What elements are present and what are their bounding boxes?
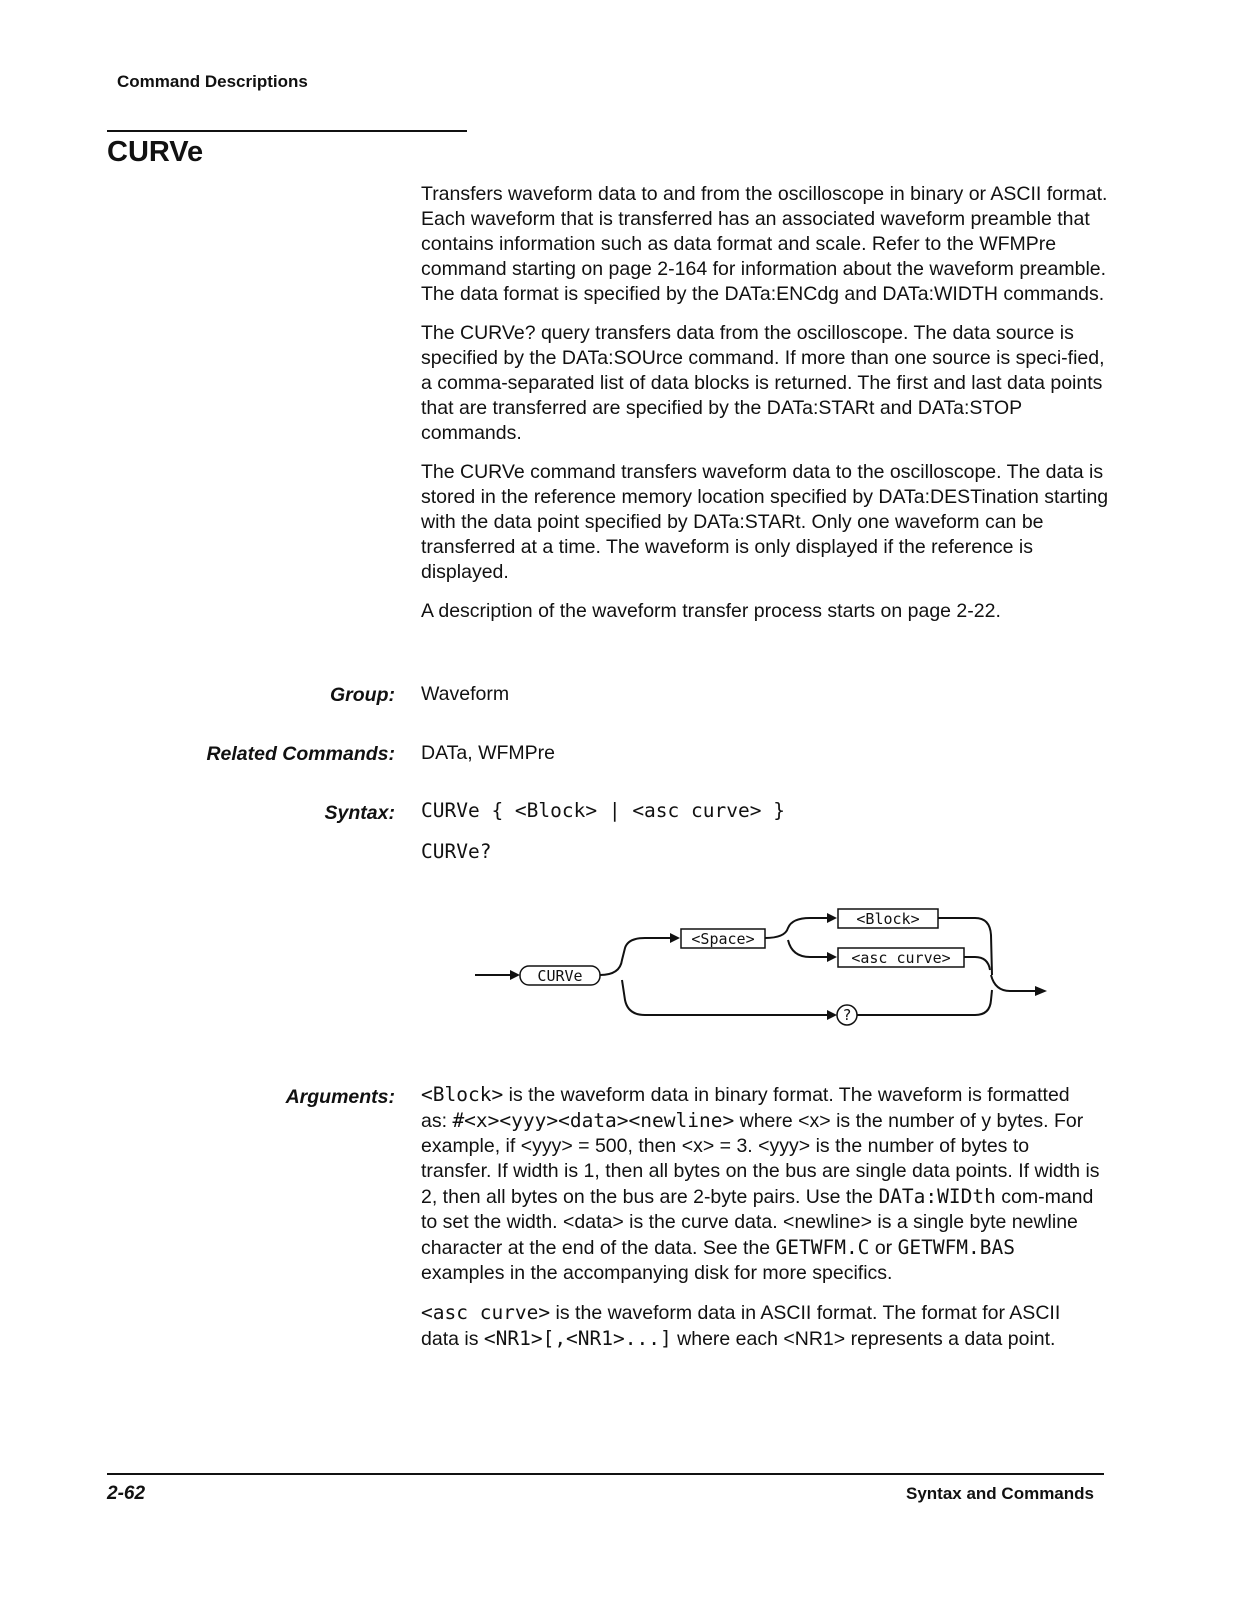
block-term: <Block>: [421, 1083, 504, 1106]
description-paragraph: The CURVe command transfers waveform data to the oscilloscope. The data is stored in the reference memory location specified by DATa:DESTination starting with the data point specified by DATa:STARt. Only one waveform can be transferred at a time. The waveform is only displayed if the reference is displayed.: [421, 461, 1109, 583]
width-command: DATa:WIDth: [878, 1185, 996, 1208]
query-node-label: ?: [842, 1006, 852, 1024]
exit-line: [991, 975, 1035, 991]
description-paragraph: A description of the waveform transfer process starts on page 2-22.: [421, 600, 1001, 622]
running-header: Command Descriptions: [117, 72, 308, 91]
syntax-diagram: [470, 900, 1060, 1040]
arrowhead-icon: [827, 913, 837, 923]
path-to-block: [765, 918, 828, 938]
syntax-line: CURVe { <Block> | <asc curve> }: [421, 799, 785, 822]
argument-block: <Block> is the waveform data in binary format. The waveform is formatted as: #<x><yyy><data><newline> where <x> is the number of y bytes. For example, if <yyy> = 500, then <x> = 3. <yyy> is the number of bytes to transfer. If width is 1, then all bytes on the bus are single data points. If width is 2, then all bytes on the bus are 2-byte pairs. Use the DATa:WIDth com-mand to set the width. <data> is the curve data. <newline> is a single byte newline character at the end of the data. See the GETWFM.C or GETWFM.BAS examples in the accompanying disk for more specifics.: [421, 1083, 1100, 1284]
related-commands-value: DATa, WFMPre: [421, 742, 555, 764]
group-label: Group:: [330, 684, 395, 706]
arguments-label: Arguments:: [285, 1086, 395, 1108]
asc-curve-node-label: <asc curve>: [851, 949, 951, 967]
asc-format: <NR1>[,<NR1>...]: [483, 1327, 672, 1350]
arguments: [421, 1082, 1101, 1366]
example-file: GETWFM.BAS: [897, 1236, 1016, 1259]
path-to-asc-curve: [788, 940, 828, 957]
syntax-label: Syntax:: [324, 802, 395, 824]
path-to-query: [622, 980, 830, 1015]
page-title: CURVe: [107, 136, 204, 168]
group-value: Waveform: [421, 683, 510, 705]
asc-curve-term: <asc curve>: [421, 1301, 551, 1324]
arrowhead-icon: [827, 1010, 837, 1020]
path-to-space: [600, 938, 670, 975]
arrowhead-icon: [827, 952, 837, 962]
page-number: 2-62: [107, 1483, 146, 1504]
example-file: GETWFM.C: [775, 1236, 870, 1259]
curve-node-label: CURVe: [537, 967, 583, 985]
arrowhead-icon: [510, 970, 520, 980]
argument-asc-curve: <asc curve> is the waveform data in ASCII format. The format for ASCII data is <NR1>[,<NR1>...] where each <NR1> represents a data point.: [421, 1301, 1061, 1350]
block-format: #<x><yyy><data><newline>: [452, 1109, 735, 1132]
syntax-query-line: CURVe?: [421, 840, 492, 863]
description-paragraph: The CURVe? query transfers data from the oscilloscope. The data source is specified by the DATa:SOUrce command. If more than one source is speci-fied, a comma-separated list of data blocks is returned. The first and last data points that are transferred are specified by the DATa:STARt and DATa:STOP commands.: [421, 322, 1105, 444]
footer-section: Syntax and Commands: [906, 1484, 1094, 1503]
related-commands-label: Related Commands:: [206, 743, 395, 765]
space-node-label: <Space>: [691, 930, 755, 948]
description-paragraph: Transfers waveform data to and from the oscilloscope in binary or ASCII format. Each waveform that is transferred has an associated waveform preamble that contains information such as data format and scale. Refer to the WFMPre command starting on page 2-164 for information about the waveform preamble. The data format is specified by the DATa:ENCdg and DATa:WIDTH commands.: [421, 183, 1108, 305]
footer-rule: [107, 1473, 1104, 1475]
merge-asc-curve: [964, 957, 990, 970]
title-rule: [107, 130, 467, 132]
arrowhead-icon: [670, 933, 680, 943]
block-node-label: <Block>: [856, 910, 920, 928]
description: [421, 182, 1111, 638]
arrowhead-icon: [1035, 986, 1047, 996]
merge-query: [857, 990, 992, 1015]
